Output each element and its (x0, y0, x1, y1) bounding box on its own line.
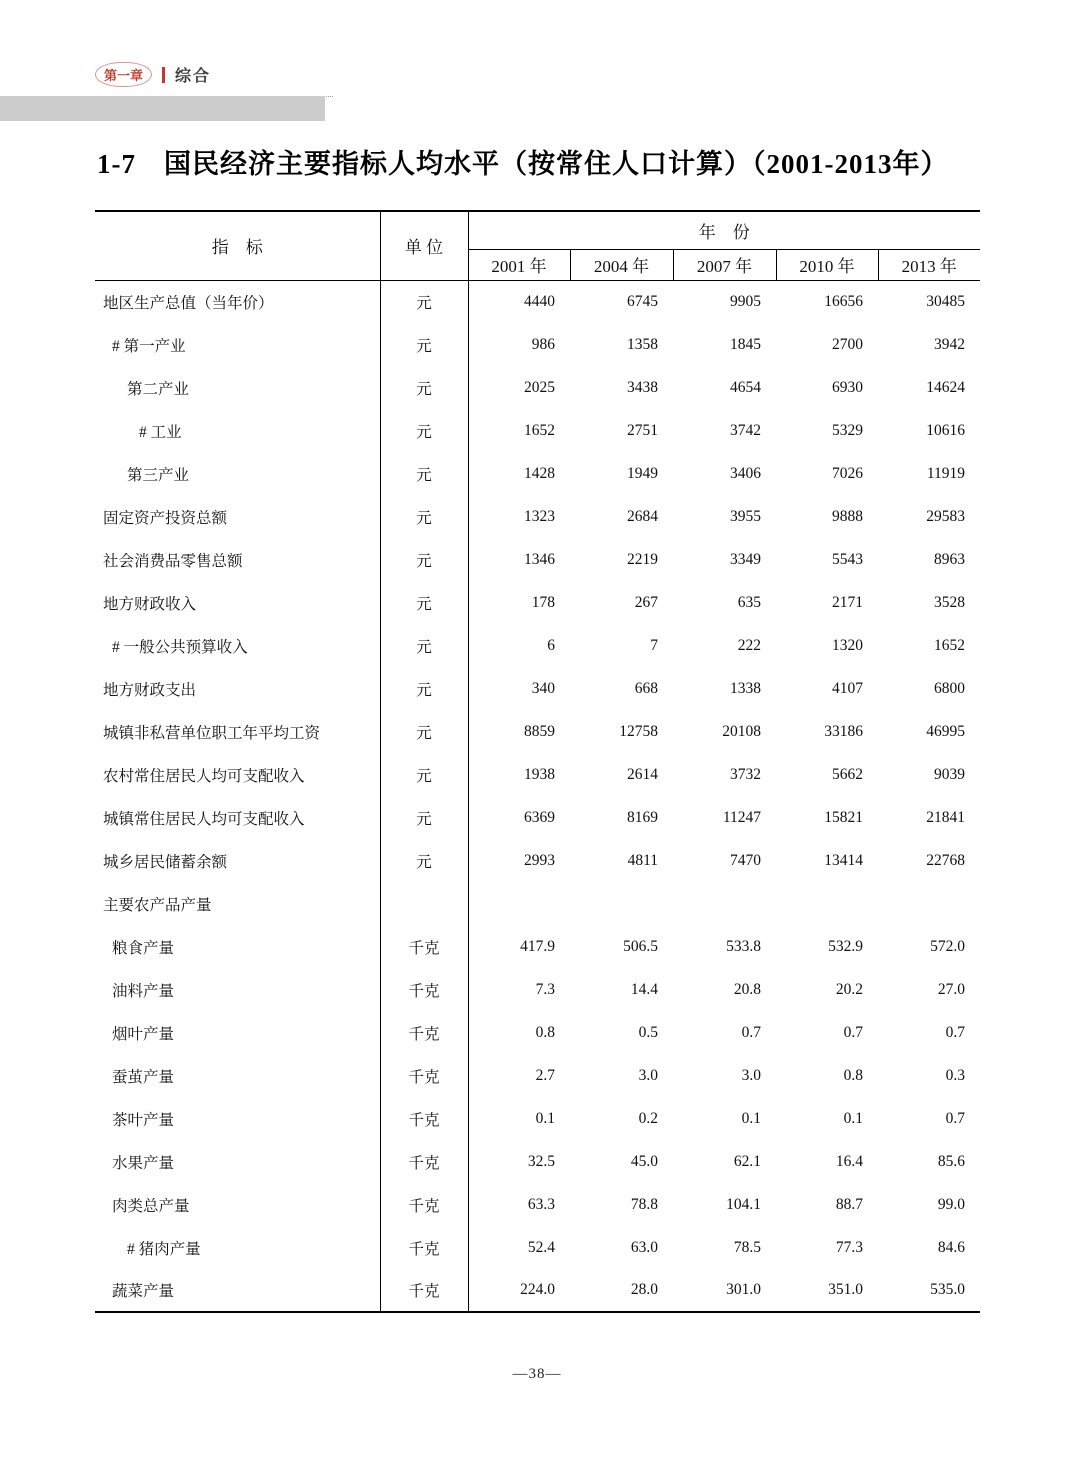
row-value: 572.0 (930, 937, 966, 955)
row-value: 8859 (524, 722, 555, 740)
row-label: 固定资产投资总额 (95, 495, 380, 538)
row-value: 5543 (832, 550, 863, 568)
row-value: 0.8 (535, 1023, 555, 1041)
table-row (95, 882, 980, 925)
table-row (95, 1054, 980, 1097)
row-unit: 元 (380, 280, 468, 323)
row-value: 21841 (926, 808, 966, 826)
row-unit: 元 (380, 624, 468, 667)
row-value: 8169 (627, 808, 658, 826)
row-value: 2993 (524, 851, 555, 869)
row-value: 3732 (730, 765, 761, 783)
row-value: 1323 (524, 507, 555, 525)
row-unit: 元 (380, 409, 468, 452)
row-value: 2.7 (535, 1066, 555, 1084)
row-value: 30485 (926, 292, 966, 310)
row-unit: 元 (380, 581, 468, 624)
row-label: 城镇常住居民人均可支配收入 (95, 796, 380, 839)
row-value: 6369 (524, 808, 555, 826)
row-value: 20.2 (835, 980, 863, 998)
row-value: 267 (634, 593, 658, 611)
table-row (95, 667, 980, 710)
table-row (95, 538, 980, 581)
row-value: 16.4 (835, 1152, 863, 1170)
row-value: 20.8 (733, 980, 761, 998)
indicators-table (95, 210, 980, 1313)
row-label: 地区生产总值（当年价） (95, 280, 380, 323)
row-value: 20108 (722, 722, 761, 740)
decorative-gray-strip (0, 96, 325, 121)
row-unit: 千克 (380, 1140, 468, 1183)
row-value: 28.0 (630, 1281, 658, 1298)
row-value: 27.0 (937, 980, 966, 998)
row-unit: 元 (380, 839, 468, 882)
row-unit: 元 (380, 452, 468, 495)
row-unit: 元 (380, 796, 468, 839)
row-label: # 一般公共预算收入 (95, 624, 380, 667)
row-value: 1949 (627, 464, 658, 482)
row-value: 6745 (627, 292, 658, 310)
row-value: 1652 (524, 421, 555, 439)
row-value: 3528 (934, 593, 966, 611)
row-value: 0.7 (945, 1023, 966, 1041)
row-value: 986 (531, 335, 555, 353)
row-value: 340 (531, 679, 555, 697)
row-value: 13414 (824, 851, 863, 869)
row-value: 7.3 (535, 980, 555, 998)
chapter-header (95, 62, 333, 97)
row-value: 3406 (730, 464, 761, 482)
row-unit: 千克 (380, 1054, 468, 1097)
row-value: 78.5 (733, 1238, 761, 1256)
row-value: 33186 (824, 722, 863, 740)
row-value: 0.7 (945, 1109, 966, 1127)
row-unit: 元 (380, 710, 468, 753)
row-value: 84.6 (937, 1238, 966, 1256)
row-value: 45.0 (630, 1152, 658, 1170)
row-unit: 元 (380, 366, 468, 409)
row-value: 10616 (926, 421, 966, 439)
row-unit: 千克 (380, 1183, 468, 1226)
row-label: 水果产量 (95, 1140, 380, 1183)
chapter-title: 综合 (175, 68, 212, 85)
row-value: 0.7 (741, 1023, 761, 1041)
row-value: 1346 (524, 550, 555, 568)
row-value: 1320 (832, 636, 863, 654)
row-value: 535.0 (930, 1281, 966, 1298)
row-value: 3438 (627, 378, 658, 396)
row-value: 7 (650, 636, 658, 654)
row-value: 668 (634, 679, 658, 697)
table-row (95, 796, 980, 839)
row-unit: 千克 (380, 1269, 468, 1312)
row-label: # 猪肉产量 (95, 1226, 380, 1269)
row-value: 62.1 (733, 1152, 761, 1170)
row-value: 63.3 (527, 1195, 555, 1213)
row-unit: 元 (380, 753, 468, 796)
table-row (95, 1011, 980, 1054)
table-row (95, 710, 980, 753)
row-value: 1845 (730, 335, 761, 353)
row-unit: 元 (380, 495, 468, 538)
row-unit: 千克 (380, 1097, 468, 1140)
row-label: 农村常住居民人均可支配收入 (95, 753, 380, 796)
row-label: 第二产业 (95, 366, 380, 409)
row-value: 3955 (730, 507, 761, 525)
row-label: 茶叶产量 (95, 1097, 380, 1140)
row-value: 15821 (824, 808, 863, 826)
row-value (570, 882, 673, 925)
row-unit: 元 (380, 538, 468, 581)
row-value: 99.0 (937, 1195, 966, 1213)
row-value: 9888 (832, 507, 863, 525)
row-label: 粮食产量 (95, 925, 380, 968)
col-header-year-2013: 2013 年 (878, 249, 980, 280)
table-row (95, 366, 980, 409)
row-value: 29583 (926, 507, 966, 525)
row-label: 地方财政支出 (95, 667, 380, 710)
row-value: 0.7 (843, 1023, 863, 1041)
row-value: 7470 (730, 851, 761, 869)
row-value: 104.1 (726, 1195, 761, 1213)
table-row (95, 495, 980, 538)
row-unit (380, 882, 468, 925)
table-row (95, 925, 980, 968)
row-value: 4440 (524, 292, 555, 310)
row-value: 5329 (832, 421, 863, 439)
row-value: 85.6 (937, 1152, 966, 1170)
row-value: 1938 (524, 765, 555, 783)
row-unit: 千克 (380, 1226, 468, 1269)
row-value: 0.5 (638, 1023, 658, 1041)
row-value: 3742 (730, 421, 761, 439)
row-value: 3.0 (638, 1066, 658, 1084)
row-value: 32.5 (527, 1152, 555, 1170)
row-label: # 第一产业 (95, 323, 380, 366)
row-value: 417.9 (520, 937, 555, 955)
row-value: 1652 (934, 636, 966, 654)
table-row (95, 1140, 980, 1183)
row-label: 主要农产品产量 (95, 882, 380, 925)
row-value: 7026 (832, 464, 863, 482)
row-value: 4811 (627, 851, 658, 869)
col-header-unit: 单 位 (380, 211, 468, 280)
row-value: 532.9 (828, 937, 863, 955)
row-value: 6800 (934, 679, 966, 697)
row-value: 11919 (926, 464, 966, 482)
row-value: 1358 (627, 335, 658, 353)
row-value: 0.1 (535, 1109, 555, 1127)
chapter-badge: 第一章 (95, 62, 152, 87)
row-label: 油料产量 (95, 968, 380, 1011)
row-value: 9039 (934, 765, 966, 783)
row-value: 635 (737, 593, 761, 611)
row-value (673, 882, 776, 925)
row-value: 2614 (627, 765, 658, 783)
row-value: 224.0 (520, 1281, 555, 1298)
row-value: 0.3 (945, 1066, 966, 1084)
row-value (468, 882, 570, 925)
row-unit: 千克 (380, 1011, 468, 1054)
row-value: 506.5 (623, 937, 658, 955)
row-value: 12758 (619, 722, 658, 740)
row-value: 16656 (824, 292, 863, 310)
row-value: 2219 (627, 550, 658, 568)
table-row (95, 323, 980, 366)
row-label: 城镇非私营单位职工年平均工资 (95, 710, 380, 753)
row-value: 1428 (524, 464, 555, 482)
row-value: 8963 (934, 550, 966, 568)
table-header (95, 211, 980, 280)
row-value: 533.8 (726, 937, 761, 955)
row-unit: 千克 (380, 925, 468, 968)
row-value: 0.1 (741, 1109, 761, 1127)
row-value: 6 (547, 636, 555, 654)
row-value: 0.2 (638, 1109, 658, 1127)
table-row (95, 452, 980, 495)
table-body (95, 280, 980, 1312)
row-value: 2751 (627, 421, 658, 439)
row-unit: 元 (380, 323, 468, 366)
col-header-year-2010: 2010 年 (776, 249, 878, 280)
row-value: 77.3 (835, 1238, 863, 1256)
row-label: 社会消费品零售总额 (95, 538, 380, 581)
row-value: 351.0 (828, 1281, 863, 1298)
table-row (95, 839, 980, 882)
row-value: 63.0 (630, 1238, 658, 1256)
col-header-year-2001: 2001 年 (468, 249, 570, 280)
row-value: 222 (737, 636, 761, 654)
row-label: 肉类总产量 (95, 1183, 380, 1226)
col-header-indicator: 指 标 (95, 211, 380, 280)
row-unit: 元 (380, 667, 468, 710)
row-value: 9905 (730, 292, 761, 310)
row-value: 4107 (832, 679, 863, 697)
table-row (95, 753, 980, 796)
col-header-year-group: 年 份 (468, 211, 980, 249)
row-label: 蚕茧产量 (95, 1054, 380, 1097)
row-value: 46995 (926, 722, 966, 740)
table-row (95, 581, 980, 624)
row-value: 88.7 (835, 1195, 863, 1213)
table-row (95, 1183, 980, 1226)
row-value: 3.0 (741, 1066, 761, 1084)
row-unit: 千克 (380, 968, 468, 1011)
row-value (776, 882, 878, 925)
row-label: 蔬菜产量 (95, 1269, 380, 1312)
row-value: 2684 (627, 507, 658, 525)
row-value: 2171 (832, 593, 863, 611)
row-label: 第三产业 (95, 452, 380, 495)
col-header-year-2004: 2004 年 (570, 249, 673, 280)
row-value: 22768 (926, 851, 966, 869)
table-row (95, 280, 980, 323)
table-row (95, 968, 980, 1011)
page-footer (0, 1366, 1074, 1383)
row-value: 3942 (934, 335, 966, 353)
chapter-divider (162, 67, 165, 83)
col-header-year-2007: 2007 年 (673, 249, 776, 280)
row-value: 178 (531, 593, 555, 611)
table-row (95, 1269, 980, 1312)
row-value: 1338 (730, 679, 761, 697)
row-value: 301.0 (726, 1281, 761, 1298)
page-number: —38— (512, 1366, 562, 1382)
row-value: 5662 (832, 765, 863, 783)
table-row (95, 1097, 980, 1140)
table-row (95, 1226, 980, 1269)
row-value: 11247 (722, 808, 761, 826)
row-value: 14.4 (630, 980, 658, 998)
row-label: 城乡居民储蓄余额 (95, 839, 380, 882)
row-value: 6930 (832, 378, 863, 396)
table-row (95, 409, 980, 452)
row-value: 4654 (730, 378, 761, 396)
row-value: 0.8 (843, 1066, 863, 1084)
row-value: 14624 (926, 378, 966, 396)
row-value: 3349 (730, 550, 761, 568)
row-label: 地方财政收入 (95, 581, 380, 624)
row-value: 2700 (832, 335, 863, 353)
row-value (878, 882, 980, 925)
row-value: 2025 (524, 378, 555, 396)
row-value: 78.8 (630, 1195, 658, 1213)
row-value: 52.4 (527, 1238, 555, 1256)
table-row (95, 624, 980, 667)
row-label: 烟叶产量 (95, 1011, 380, 1054)
row-value: 0.1 (843, 1109, 863, 1127)
page-title: 1-7 国民经济主要指标人均水平（按常住人口计算）（2001-2013年） (97, 149, 949, 179)
row-label: # 工业 (95, 409, 380, 452)
